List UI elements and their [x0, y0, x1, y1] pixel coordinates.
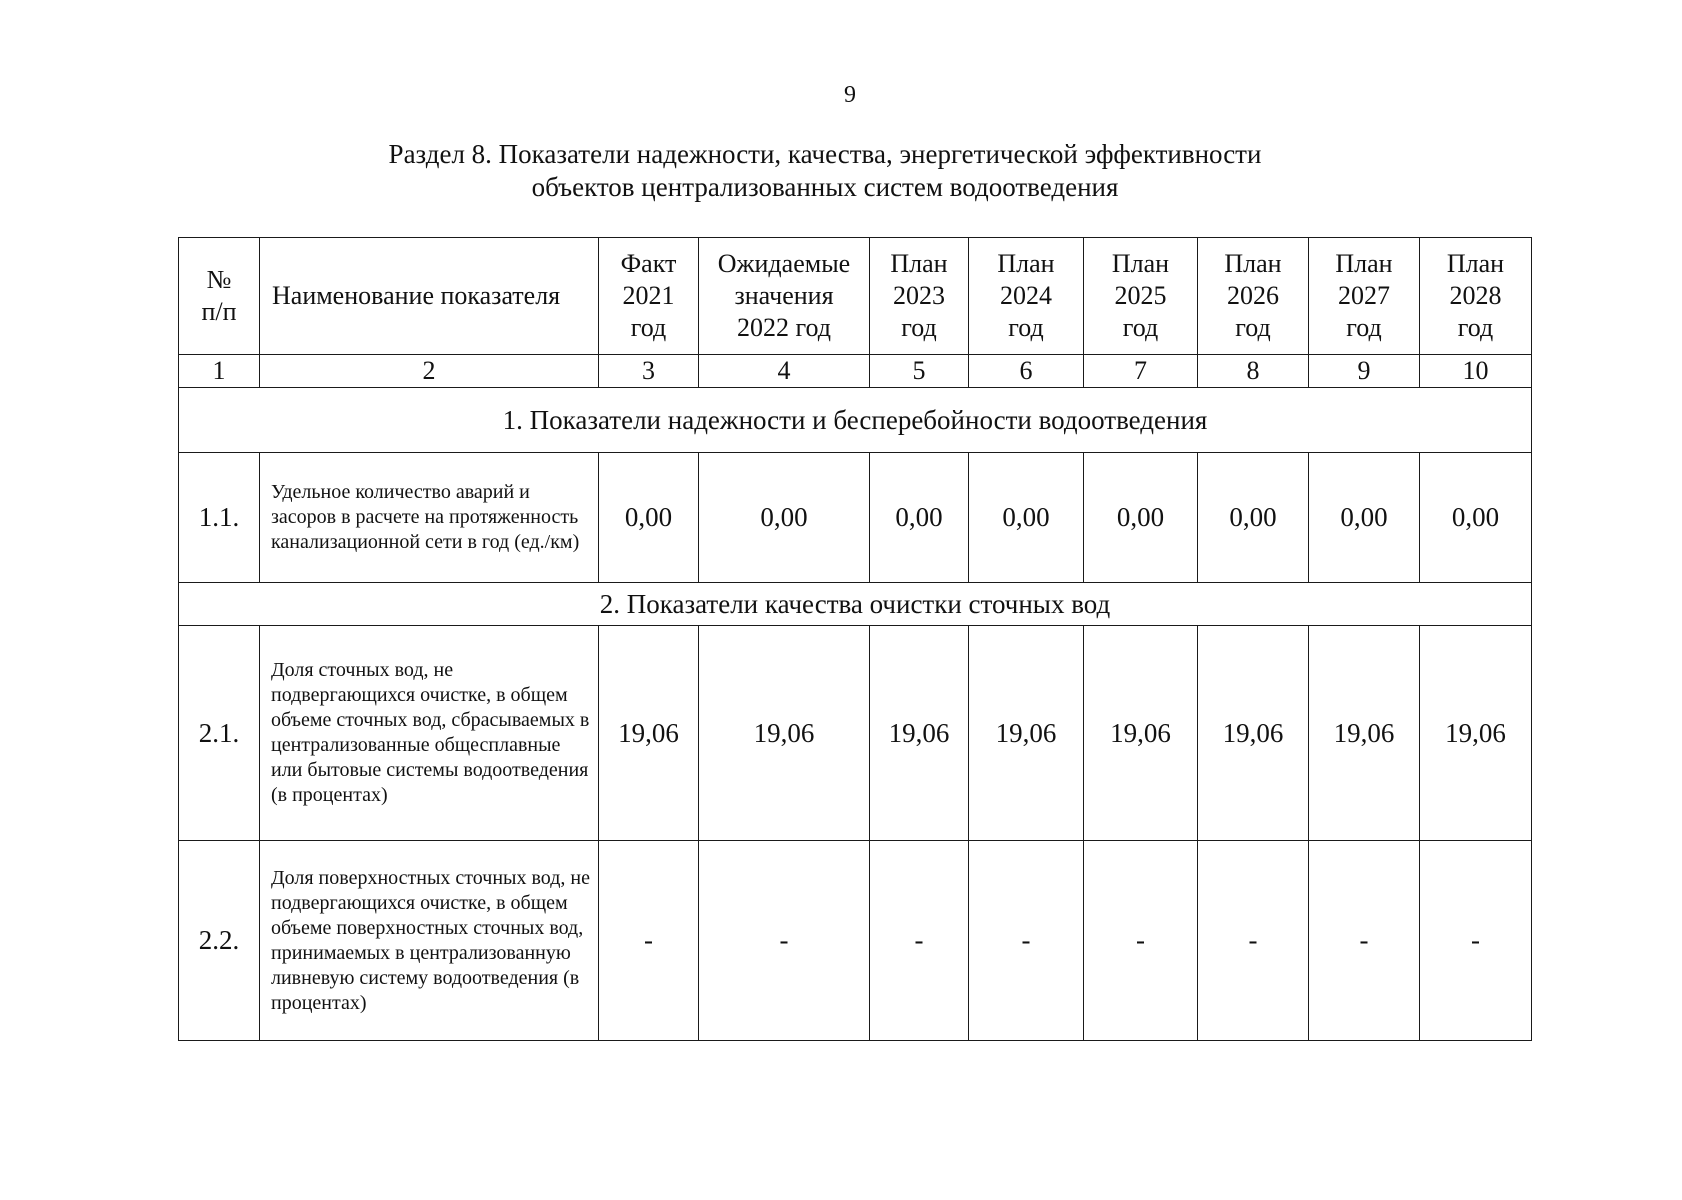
value-cell: 19,06 [599, 626, 699, 841]
section-title-1: 1. Показатели надежности и бесперебойности водоотведения [179, 388, 1532, 453]
header-year-2026: План 2026 год [1198, 238, 1309, 355]
column-number: 6 [969, 355, 1084, 388]
column-number: 4 [699, 355, 870, 388]
section-title-2: 2. Показатели качества очистки сточных вод [179, 583, 1532, 626]
value-cell: 0,00 [599, 453, 699, 583]
value-cell: - [1198, 841, 1309, 1041]
header-year-2028: План 2028 год [1420, 238, 1532, 355]
value-cell: 19,06 [699, 626, 870, 841]
section-title-line-2: объектов централизованных систем водоотведения [531, 172, 1119, 202]
value-cell: 19,06 [1198, 626, 1309, 841]
header-name: Наименование показателя [260, 238, 599, 355]
value-cell: 0,00 [870, 453, 969, 583]
row-number: 1.1. [179, 453, 260, 583]
column-number: 9 [1309, 355, 1420, 388]
value-cell: 0,00 [1309, 453, 1420, 583]
value-cell: 0,00 [1198, 453, 1309, 583]
value-cell: 0,00 [969, 453, 1084, 583]
column-number: 10 [1420, 355, 1532, 388]
indicators-table [178, 237, 1532, 1041]
value-cell: - [870, 841, 969, 1041]
row-number: 2.1. [179, 626, 260, 841]
value-cell: 0,00 [1420, 453, 1532, 583]
value-cell: 0,00 [699, 453, 870, 583]
header-year-2021: Факт 2021 год [599, 238, 699, 355]
indicator-name: Удельное количество аварий и засоров в расчете на протяженность канализационной сети в год (ед./км) [260, 453, 599, 583]
column-numbers-row [179, 355, 1532, 388]
value-cell: - [1420, 841, 1532, 1041]
column-number: 8 [1198, 355, 1309, 388]
header-row [179, 238, 1532, 355]
value-cell: 19,06 [969, 626, 1084, 841]
section-row-2 [179, 583, 1532, 626]
value-cell: 19,06 [870, 626, 969, 841]
header-year-2024: План 2024 год [969, 238, 1084, 355]
section-row-1 [179, 388, 1532, 453]
value-cell: - [1084, 841, 1198, 1041]
header-year-2023: План 2023 год [870, 238, 969, 355]
column-number: 2 [260, 355, 599, 388]
value-cell: 19,06 [1420, 626, 1532, 841]
section-title-line-1: Раздел 8. Показатели надежности, качества, энергетической эффективности [388, 139, 1262, 169]
column-number: 5 [870, 355, 969, 388]
column-number: 1 [179, 355, 260, 388]
column-number: 7 [1084, 355, 1198, 388]
indicator-name: Доля поверхностных сточных вод, не подвергающихся очистке, в общем объеме поверхностных сточных вод, принимаемых в централизованную ливневую систему водоотведения (в процентах) [260, 841, 599, 1041]
header-year-2022: Ожидаемые значения 2022 год [699, 238, 870, 355]
value-cell: 19,06 [1084, 626, 1198, 841]
value-cell: 0,00 [1084, 453, 1198, 583]
header-year-2025: План 2025 год [1084, 238, 1198, 355]
value-cell: - [599, 841, 699, 1041]
table-row-1-1 [179, 453, 1532, 583]
value-cell: - [699, 841, 870, 1041]
indicator-name: Доля сточных вод, не подвергающихся очистке, в общем объеме сточных вод, сбрасываемых в централизованные общесплавные или бытовые системы водоотведения (в процентах) [260, 626, 599, 841]
column-number: 3 [599, 355, 699, 388]
table-row-2-2 [179, 841, 1532, 1041]
page-number: 9 [844, 82, 856, 108]
header-num: № п/п [179, 238, 260, 355]
header-year-2027: План 2027 год [1309, 238, 1420, 355]
table-row-2-1 [179, 626, 1532, 841]
value-cell: 19,06 [1309, 626, 1420, 841]
value-cell: - [969, 841, 1084, 1041]
value-cell: - [1309, 841, 1420, 1041]
section-title [0, 138, 1650, 204]
row-number: 2.2. [179, 841, 260, 1041]
